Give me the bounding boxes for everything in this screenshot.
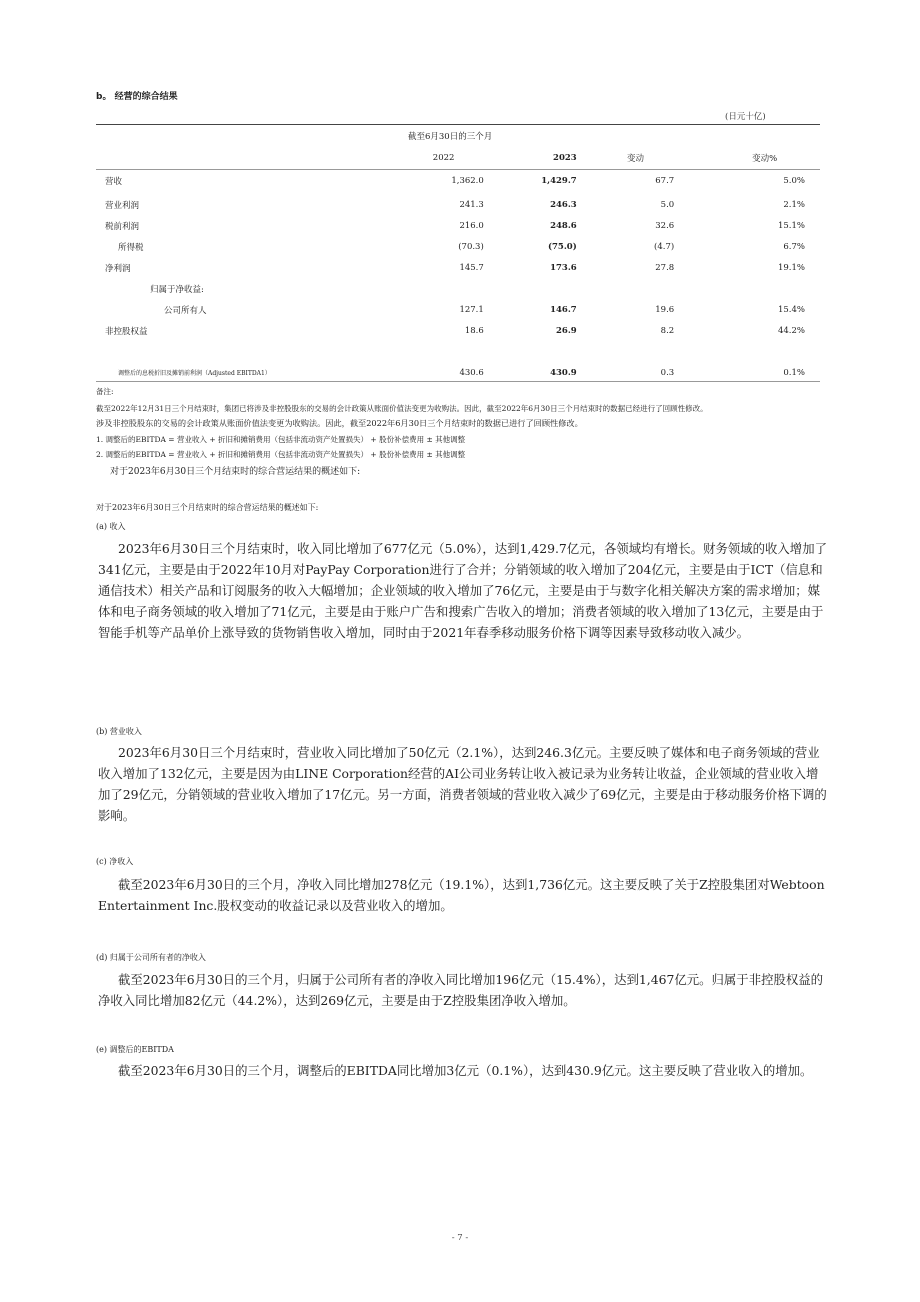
cell-2023: 146.7 bbox=[550, 304, 577, 315]
cell-2023: 173.6 bbox=[550, 262, 577, 273]
cell-2023: 248.6 bbox=[550, 220, 577, 231]
cell-2022: 216.0 bbox=[459, 220, 484, 231]
row-label: 非控股权益 bbox=[105, 326, 148, 337]
row-label: 税前利润 bbox=[105, 221, 140, 232]
section-a-heading: (a) 收入 bbox=[96, 522, 126, 531]
cell-2022: 241.3 bbox=[459, 199, 484, 210]
note-line: 涉及非控股股东的交易的会计政策从账面价值法变更为收购法。因此，截至2022年6月30日三个月结束时的数据已进行了回顾性修改。 bbox=[96, 418, 583, 428]
table-header-period bbox=[96, 125, 820, 147]
table-row bbox=[96, 299, 820, 320]
cell-change: 19.6 bbox=[655, 304, 675, 315]
cell-2022: 145.7 bbox=[459, 262, 484, 273]
cell-change: 0.3 bbox=[660, 367, 675, 378]
row-label: 营业利润 bbox=[105, 200, 140, 211]
cell-2023: (75.0) bbox=[547, 241, 577, 252]
section-a-body: 2023年6月30日三个月结束时，收入同比增加了677亿元（5.0%），达到1,429.7亿元，各领域均有增长。财务领域的收入增加了341亿元，主要是由于2022年10月对PayPay Corporation进行了合并；分销领域的收入增加了204亿元，主要是由于ICT（信息和通信技术）相关产品和订阅服务的收入大幅增加；企业领域的收入增加了76亿元，主要是由于与数字化相关解决方案的需求增加；媒体和电子商务领域的收入增加了71亿元，主要是由于账户广告和搜索广告收入的增加；消费者领域的收入增加了13亿元，主要是由于智能手机等产品单价上涨导致的货物销售收入增加，同时由于2021年春季移动服务价格下调等因素导致移动收入减少。 bbox=[98, 541, 827, 640]
cell-change: 27.8 bbox=[655, 262, 675, 273]
row-label: 营收 bbox=[105, 177, 123, 187]
section-e-body: 截至2023年6月30日的三个月，调整后的EBITDA同比增加3亿元（0.1%），达到430.9亿元。这主要反映了营业收入的增加。 bbox=[118, 1063, 813, 1078]
table-row bbox=[96, 168, 820, 194]
cell-2023: 26.9 bbox=[556, 325, 577, 336]
section-e-heading: (e) 调整后的EBITDA bbox=[96, 1045, 174, 1054]
cell-change-pct: 2.1% bbox=[783, 199, 805, 210]
section-c-heading: (c) 净收入 bbox=[96, 857, 134, 866]
row-label: 净利润 bbox=[105, 263, 131, 274]
col-2022-header: 2022 bbox=[432, 152, 455, 163]
section-c-body: 截至2023年6月30日的三个月，净收入同比增加278亿元（19.1%），达到1,736亿元。这主要反映了关于Z控股集团对Webtoon Entertainment Inc.股权变动的收益记录以及营业收入的增加。 bbox=[98, 877, 825, 913]
table-row bbox=[96, 362, 820, 383]
section-title: b。 经营的综合结果 bbox=[96, 92, 178, 102]
table-row bbox=[96, 257, 820, 278]
col-change-pct-header: 变动% bbox=[752, 153, 778, 164]
cell-2022: 127.1 bbox=[459, 304, 484, 315]
overview-text: 对于2023年6月30日三个月结束时的综合营运结果的概述如下: bbox=[96, 503, 319, 512]
cell-change-pct: 6.7% bbox=[783, 241, 805, 252]
table-row bbox=[96, 236, 820, 257]
unit-note: (日元十亿) bbox=[725, 112, 766, 122]
note-line: 1. 调整后的EBITDA = 营业收入 + 折旧和摊销费用（包括非流动资产处置损失） + 股份补偿费用 ± 其他调整 bbox=[96, 435, 466, 444]
row-label: 公司所有人 bbox=[164, 305, 207, 316]
period-header: 截至6月30日的三个月 bbox=[407, 132, 493, 142]
cell-2022: 1,362.0 bbox=[451, 176, 484, 186]
table-header-columns bbox=[96, 147, 820, 168]
cell-change-pct: 5.0% bbox=[783, 176, 805, 186]
cell-change-pct: 15.4% bbox=[777, 304, 805, 315]
cell-change-pct: 44.2% bbox=[777, 325, 805, 336]
table-row bbox=[96, 278, 820, 299]
cell-change-pct: 15.1% bbox=[777, 220, 805, 231]
notes-heading: 备注: bbox=[96, 387, 114, 396]
cell-change: 32.6 bbox=[655, 220, 675, 231]
cell-change-pct: 0.1% bbox=[783, 367, 805, 378]
row-label: 调整后的息税折旧及摊销前利润（Adjusted EBITDA1） bbox=[118, 370, 271, 377]
cell-2022: (70.3) bbox=[458, 241, 484, 252]
section-b-heading: (b) 营业收入 bbox=[96, 727, 142, 736]
col-change-header: 变动 bbox=[626, 153, 644, 164]
section-d-heading: (d) 归属于公司所有者的净收入 bbox=[96, 953, 206, 962]
row-label: 归属于净收益: bbox=[150, 284, 204, 295]
cell-change: 67.7 bbox=[655, 176, 675, 186]
note-line: 对于2023年6月30日三个月结束时的综合营运结果的概述如下: bbox=[110, 467, 361, 477]
row-label: 所得税 bbox=[118, 242, 144, 253]
table-row bbox=[96, 215, 820, 236]
cell-2022: 18.6 bbox=[464, 325, 484, 336]
cell-change: 8.2 bbox=[660, 325, 675, 336]
col-2023-header: 2023 bbox=[553, 152, 577, 163]
cell-change-pct: 19.1% bbox=[777, 262, 805, 273]
table-row bbox=[96, 194, 820, 215]
section-b-body: 2023年6月30日三个月结束时，营业收入同比增加了50亿元（2.1%），达到246.3亿元。主要反映了媒体和电子商务领域的营业收入增加了132亿元，主要是因为由LINE Corporation经营的AI公司业务转让收入被记录为业务转让收益，企业领域的营业收入增加了29亿元，分销领域的营业收入增加了17亿元。另一方面，消费者领域的营业收入减少了69亿元，主要是由于移动服务价格下调的影响。 bbox=[98, 745, 827, 823]
table-row bbox=[96, 320, 820, 341]
cell-2023: 430.9 bbox=[550, 367, 577, 378]
cell-change: 5.0 bbox=[660, 199, 675, 210]
cell-2023: 1,429.7 bbox=[541, 176, 577, 186]
financial-table bbox=[96, 125, 820, 383]
cell-2022: 430.6 bbox=[459, 367, 484, 378]
section-d-body: 截至2023年6月30日的三个月，归属于公司所有者的净收入同比增加196亿元（15.4%），达到1,467亿元。归属于非控股权益的净收入同比增加82亿元（44.2%），达到269亿元，主要是由于Z控股集团净收入增加。 bbox=[98, 972, 824, 1008]
page-number: - 7 - bbox=[451, 1233, 469, 1243]
cell-change: (4.7) bbox=[654, 241, 675, 252]
note-line: 截至2022年12月31日三个月结束时，集团已将涉及非控股股东的交易的会计政策从账面价值法变更为收购法。因此，截至2022年6月30日三个月结束时的数据已经进行了回顾性修改。 bbox=[96, 404, 708, 413]
cell-2023: 246.3 bbox=[550, 199, 577, 210]
note-line: 2. 调整后的EBITDA = 营业收入 + 折旧和摊销费用（包括非流动资产处置损失） + 股份补偿费用 ± 其他调整 bbox=[96, 450, 466, 459]
